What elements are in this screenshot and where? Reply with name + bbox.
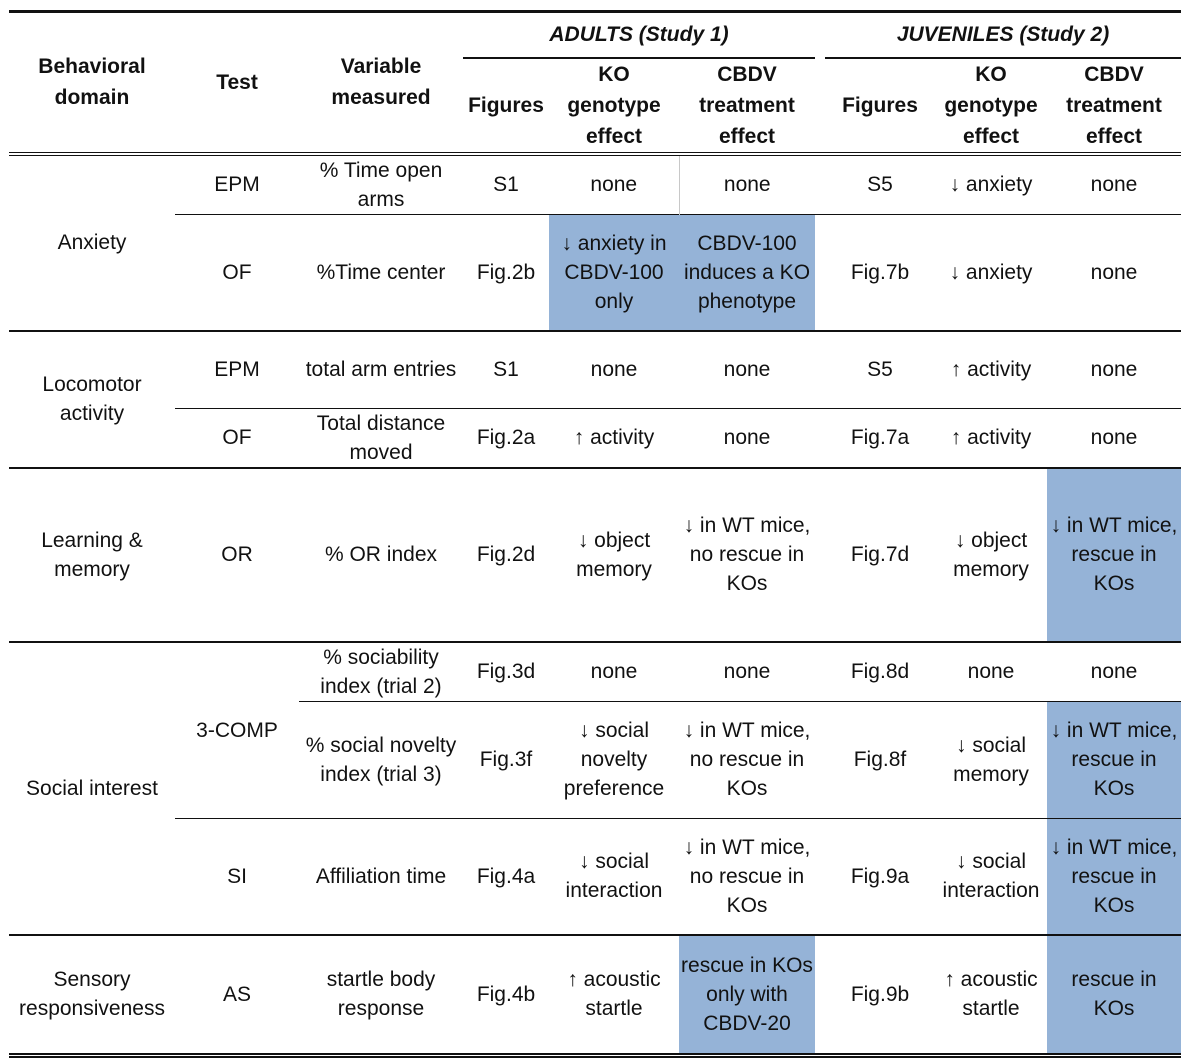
adult-cbdv-cell: ↓ in WT mice, no rescue in KOs	[679, 818, 815, 935]
juvenile-figure-cell: Fig.7a	[825, 408, 935, 468]
results-table	[9, 10, 1181, 1058]
header-domain: Behavioral domain	[9, 12, 175, 154]
domain-social: Social interest	[9, 642, 175, 936]
juvenile-ko-cell: ↓ anxiety	[935, 154, 1047, 215]
juvenile-ko-cell: ↓ social interaction	[935, 818, 1047, 935]
juvenile-cbdv-cell: none	[1047, 331, 1181, 408]
header-variable: Variable measured	[299, 12, 463, 154]
adult-figure-cell: S1	[463, 331, 549, 408]
adult-figure-cell: Fig.2d	[463, 468, 549, 642]
juvenile-figure-cell: S5	[825, 331, 935, 408]
juvenile-cbdv-cell: none	[1047, 154, 1181, 215]
header-adults: ADULTS (Study 1)	[463, 12, 815, 58]
juvenile-figure-cell: Fig.7b	[825, 214, 935, 331]
adult-ko-cell: ↓ anxiety in CBDV-100 only	[549, 214, 679, 331]
adult-ko-cell: none	[549, 642, 679, 702]
variable-cell: startle body response	[299, 935, 463, 1055]
adult-cbdv-cell: none	[679, 408, 815, 468]
table-row	[9, 214, 1181, 331]
variable-cell: % OR index	[299, 468, 463, 642]
adult-figure-cell: Fig.4b	[463, 935, 549, 1055]
variable-cell: Total distance moved	[299, 408, 463, 468]
juvenile-cbdv-cell: ↓ in WT mice, rescue in KOs	[1047, 701, 1181, 818]
juvenile-ko-cell: none	[935, 642, 1047, 702]
domain-learning: Learning & memory	[9, 468, 175, 642]
domain-anxiety: Anxiety	[9, 154, 175, 332]
adult-cbdv-cell: CBDV-100 induces a KO phenotype	[679, 214, 815, 331]
variable-cell: %Time center	[299, 214, 463, 331]
juvenile-cbdv-cell: none	[1047, 408, 1181, 468]
header-adult-cbdv: CBDV treatment effect	[699, 62, 795, 148]
juvenile-figure-cell: Fig.9b	[825, 935, 935, 1055]
juvenile-figure-cell: S5	[825, 154, 935, 215]
test-cell: EPM	[175, 331, 299, 408]
adult-cbdv-cell: ↓ in WT mice, no rescue in KOs	[679, 701, 815, 818]
table-row	[9, 468, 1181, 642]
header-juvenile-cbdv: CBDV treatment effect	[1066, 62, 1162, 148]
domain-locomotor: Locomotor activity	[9, 331, 175, 468]
juvenile-ko-cell: ↑ acoustic startle	[935, 935, 1047, 1055]
juvenile-ko-cell: ↓ anxiety	[935, 214, 1047, 331]
adult-cbdv-cell: none	[679, 642, 815, 702]
adult-figure-cell: S1	[463, 154, 549, 215]
juvenile-cbdv-cell: none	[1047, 214, 1181, 331]
adult-ko-cell: ↓ social novelty preference	[549, 701, 679, 818]
header-adult-ko: KO genotype effect	[567, 62, 661, 148]
adult-ko-cell: none	[549, 154, 679, 215]
adult-ko-cell: ↑ activity	[549, 408, 679, 468]
juvenile-ko-cell: ↓ object memory	[935, 468, 1047, 642]
adult-ko-cell: ↑ acoustic startle	[549, 935, 679, 1055]
adult-cbdv-cell: rescue in KOs only with CBDV-20	[679, 935, 815, 1055]
adult-cbdv-cell: none	[679, 154, 815, 215]
header-adult-figures: Figures	[468, 93, 544, 117]
header-gap-2	[815, 58, 825, 154]
variable-cell: % sociability index (trial 2)	[299, 642, 463, 702]
juvenile-cbdv-cell: ↓ in WT mice, rescue in KOs	[1047, 818, 1181, 935]
adult-figure-cell: Fig.3d	[463, 642, 549, 702]
adult-figure-cell: Fig.2a	[463, 408, 549, 468]
juvenile-cbdv-cell: none	[1047, 642, 1181, 702]
adult-cbdv-cell: ↓ in WT mice, no rescue in KOs	[679, 468, 815, 642]
juvenile-cbdv-cell: ↓ in WT mice, rescue in KOs	[1047, 468, 1181, 642]
adult-cbdv-cell: none	[679, 331, 815, 408]
variable-cell: total arm entries	[299, 331, 463, 408]
table-row	[9, 935, 1181, 1055]
header-juvenile-ko: KO genotype effect	[944, 62, 1038, 148]
header-juveniles: JUVENILES (Study 2)	[825, 12, 1181, 58]
test-cell: SI	[175, 818, 299, 935]
variable-cell: % social novelty index (trial 3)	[299, 701, 463, 818]
table-row	[9, 818, 1181, 935]
test-cell: 3-COMP	[175, 642, 299, 819]
juvenile-ko-cell: ↑ activity	[935, 408, 1047, 468]
test-cell: OF	[175, 408, 299, 468]
table-row	[9, 154, 1181, 215]
variable-cell: % Time open arms	[299, 154, 463, 215]
adult-ko-cell: ↓ object memory	[549, 468, 679, 642]
juvenile-ko-cell: ↓ social memory	[935, 701, 1047, 818]
adult-figure-cell: Fig.2b	[463, 214, 549, 331]
adult-ko-cell: ↓ social interaction	[549, 818, 679, 935]
test-cell: AS	[175, 935, 299, 1055]
header-gap	[815, 12, 825, 58]
adult-figure-cell: Fig.4a	[463, 818, 549, 935]
header-juvenile-figures: Figures	[842, 93, 918, 117]
domain-sensory: Sensory responsiveness	[9, 935, 175, 1055]
variable-cell: Affiliation time	[299, 818, 463, 935]
juvenile-figure-cell: Fig.7d	[825, 468, 935, 642]
juvenile-ko-cell: ↑ activity	[935, 331, 1047, 408]
juvenile-figure-cell: Fig.9a	[825, 818, 935, 935]
juvenile-figure-cell: Fig.8f	[825, 701, 935, 818]
juvenile-cbdv-cell: rescue in KOs	[1047, 935, 1181, 1055]
adult-ko-cell: none	[549, 331, 679, 408]
table-row	[9, 331, 1181, 408]
table-row	[9, 642, 1181, 702]
table-row	[9, 408, 1181, 468]
test-cell: OF	[175, 214, 299, 331]
header-test: Test	[175, 12, 299, 154]
juvenile-figure-cell: Fig.8d	[825, 642, 935, 702]
adult-figure-cell: Fig.3f	[463, 701, 549, 818]
test-cell: EPM	[175, 154, 299, 215]
test-cell: OR	[175, 468, 299, 642]
